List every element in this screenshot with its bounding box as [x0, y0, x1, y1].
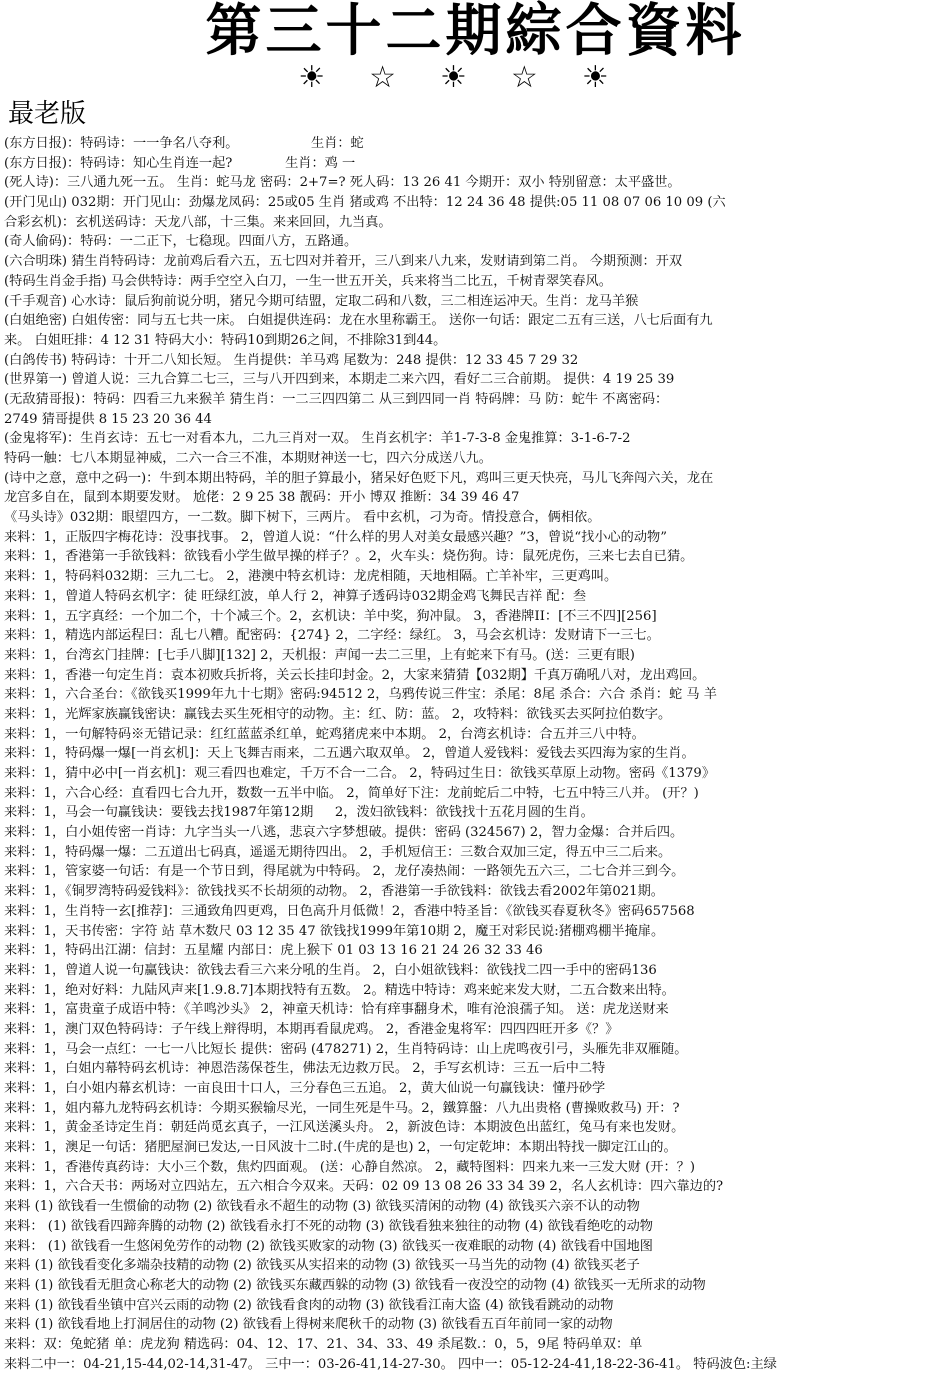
text-line: (死人诗)：三八通九死一五。 生肖：蛇马龙 密码：2+7=? 死人码：13 26 41 今期开：双小 特别留意：太平盛世。: [4, 175, 681, 191]
text-line: 来料：1，天书传密：字符 站 草木数尺 03 12 35 47 欲钱找1999年第10期 2，魔王对彩民说:猪棚鸡棚半掩扉。: [4, 923, 665, 939]
text-line: 来料：1，白姐内幕特码玄机诗：神恩浩荡保苍生，佛法无边救万民。 2，手写玄机诗：三五一后中二特: [4, 1061, 606, 1077]
text-line: 来料：1，绝对好料：九陆风声来[1.9.8.7]本期找特有五数。 2。精选中特诗：鸡来蛇来发大财，二五合数来出特。: [4, 982, 675, 998]
text-line: 合彩玄机)：玄机送码诗：天龙八部，十三集。来来回回，九当真。: [4, 214, 392, 230]
text-line: 来料 (1) 欲钱看无胆贪心称老大的动物 (2) 欲钱买东藏西躲的动物 (3) 欲钱看一夜没空的动物 (4) 欲钱买一无所求的动物: [4, 1277, 706, 1293]
text-line: 来料：1，特码料032期：三九二七。 2，港澳中特玄机诗：龙虎相随，天地相隔。亡羊补牢，三更鸡叫。: [4, 569, 618, 585]
text-line: (白姐绝密) 白姐传密：同与五七共一床。 白姐提供连码：龙在水里称霸王。 送你一句话：跟定二五有三送，八七后面有九: [4, 313, 713, 329]
text-line: 来料：1，一句解特码※无错记录：红红蓝蓝杀红单，蛇鸡猪虎来中本期。 2，台湾玄机诗：合五并三八中特。: [4, 726, 645, 742]
edition-label: 最老版: [8, 99, 87, 129]
text-line: 来料：1，澳足一句话：猪肥屋涧已发达,一日风波十二时.(牛虎的是也) 2，一句定乾坤：本期出特找一脚定江山的。: [4, 1140, 677, 1156]
text-line: 龙宫多自在，鼠到本期要发财。 尬佬：2 9 25 38 靓码：开小 博双 推断：34 39 46 47: [4, 490, 520, 506]
document-body: [4, 134, 947, 1389]
text-line: 来料：1，六合天书：两场对立四站左，五六相合今双来。天码：02 09 13 08 26 33 34 39 2，名人玄机诗：四六靠边的?: [4, 1179, 724, 1195]
text-line: (世界第一) 曾道人说：三九合算二七三，三与八开四到来，本期走二来六四，看好二三合前期。 提供：4 19 25 39: [4, 372, 675, 388]
text-line: (千手观音) 心水诗：鼠后狗前说分明，猪兄今期可结盟，定取二码和八数，三二相连运冲天。生肖：龙马羊猴: [4, 293, 639, 309]
text-line: 来料：1，精选内部运程曰：乱七八糟。配密码：{274} 2，二字经：绿红。 3，马会玄机诗：发财请下一三七。: [4, 628, 660, 644]
text-line: (白鸽传书) 特码诗：十开二八知长短。 生肖提供：羊马鸡 尾数为：248 提供：12 33 45 7 29 32: [4, 352, 579, 368]
text-line: 来料：1，曾道人特码玄机字：徒 旺绿红波，单人行 2，神算子透码诗032期金鸡飞舞民吉祥 配：叁: [4, 588, 587, 604]
text-line: 来料：1，黄金圣诗定生肖：朝廷尚觅玄真子，一江风送溪头舟。 2，新波色诗：本期波色出蓝红，兔马有来也发财。: [4, 1120, 685, 1136]
text-line: 来料：1，姐内幕九龙特码玄机诗：今期买猴输尽光，一同生死是牛马。2，鐵算盤：八九出贵格 (曹操败救马) 开：?: [4, 1100, 680, 1116]
text-line: 来料：1，生肖特一玄[推荐]：三通致角四更鸡，日色高升月低微！2，香港中特圣旨：《欲钱买春夏秋冬》密码657568: [4, 903, 695, 919]
text-line: 来。 白姐旺排：4 12 31 特码大小：特码10到期26之间，不排除31到44。: [4, 332, 447, 348]
text-line: (无敌猜哥报)：特码：四看三九来猴羊 猜生肖：一二三四四第二 从三到四同一肖 特码牌：马 防：蛇牛 不离密码：: [4, 391, 669, 407]
text-line: 来料：1，白小姐内幕玄机诗：一亩良田十口人，三分春色三五追。 2，黄大仙说一句赢钱诀：懂丹砂学: [4, 1081, 606, 1096]
text-line: 来料：1，澳门双色特码诗：子午线上辩得明，本期再看鼠虎鸡。 2，香港金鬼将军：四四四旺开多《？》: [4, 1021, 619, 1037]
text-line: 来料：1，白小姐传密一肖诗：九字当头一八逃，悲哀六字梦想破。提供：密码 (324567) 2，智力金爆：合并后四。: [4, 825, 684, 841]
text-line: (金鬼将军)：生肖玄诗：五七一对看本九，二九三肖对一双。 生肖玄机字：羊1-7-3-8 金鬼推算：3-1-6-7-2: [4, 431, 631, 447]
text-line: (东方日报)：特码诗：一一争名八夺利。 生肖：蛇: [4, 136, 364, 151]
text-line: (诗中之意，意中之码一)：牛到本期出特码，羊的胆子算最小，猪呆好色贬下凡，鸡叫三更天快亮，马儿飞奔闯六关，龙在: [4, 470, 714, 486]
text-line: 特码一触：七八本期显神威，二六一合三不准，本期财神送一七，四六分成送八九。: [4, 451, 492, 466]
text-line: 来料 (1) 欲钱看变化多端杂技精的动物 (2) 欲钱买从实招来的动物 (3) 欲钱买一马当先的动物 (4) 欲钱买老子: [4, 1258, 640, 1274]
text-line: 来料： (1) 欲钱看四蹄奔腾的动物 (2) 欲钱看永打不死的动物 (3) 欲钱看独来独往的动物 (4) 欲钱看绝吃的动物: [4, 1218, 653, 1234]
text-line: 来料：1，马会一点红：一七一八比短长 提供：密码 (478271) 2，生肖特码诗：山上虎鸣夜引弓，头雁先非双雁随。: [4, 1041, 688, 1057]
text-line: 来料：1，香港传真药诗：大小三个数，焦灼四面观。 (送：心静自然凉。 2，藏特图料：四来九来一三发大财 (开：？): [4, 1159, 695, 1175]
text-line: 来料：1，五字真经：一个加二个，十个减三个。2，玄机诀：羊中奖，狗冲鼠。 3，香港牌II：[不三不四][256]: [4, 608, 657, 624]
text-line: 来料：1，特码爆一爆[一肖玄机]：天上飞舞吉雨来，二五遇六取双单。 2，曾道人爱钱料：爱钱去买四海为家的生肖。: [4, 746, 695, 762]
text-line: (特码生肖金手指) 马会供特诗：两手空空入白刀，一生一世五开关，兵来将当二比五，千树青翠笑春风。: [4, 273, 612, 289]
text-line: (六合明珠) 猜生肖特码诗：龙前鸡后看六五，五七四对并着开，三八到来八九来，发财请到第二肖。 今期预测：开双: [4, 254, 683, 270]
text-line: 来料：1，正版四字梅花诗：没事找事。 2，曾道人说：“什么样的男人对美女最感兴趣？”3，曾说“找小心的动物”: [4, 529, 667, 545]
text-line: 来料：1，富贵童子成语中特：《羊鸣沙头》 2，神童天机诗：恰有痒事翻身术，唯有沧浪孺子知。 送：虎龙送财来: [4, 1002, 669, 1018]
text-line: 来料：双：兔蛇猪 单：虎龙狗 精选码：04、12、17、21、34、33、49 杀尾数.：0，5，9尾 特码单双：单: [4, 1336, 643, 1352]
text-line: 来料：1，香港一句定生肖：袁本初败兵折将，关云长挂印封金。2，大家来猜猜【032期】千真万确吼八对，龙出鸡回。: [4, 667, 706, 683]
text-line: 来料：1，特码出江湖：信封：五星耀 内部日：虎上猴下 01 03 13 16 21 24 26 32 33 46: [4, 943, 543, 959]
text-line: 来料：1，管家婆一句话：有是一个节日到，得尾就为中特码。 2，龙仔凑热闹：一路领先五六三，二七合并三到今。: [4, 864, 685, 880]
text-line: 《马头诗》032期：眼望四方，一二数。脚下树下，三两片。 看中玄机，刁为奇。情投意合，俩相依。: [4, 510, 601, 526]
text-line: 来料：1，台湾玄门挂牌：[七手八脚][132] 2，天机报：声闻一去二三里，上有蛇来下有马。(送：三更有眼): [4, 647, 635, 663]
text-line: 来料：1，《铜罗湾特码爱钱料》：欲钱找买不长胡须的动物。 2，香港第一手欲钱料：欲钱去看2002年第021期。: [4, 884, 664, 900]
text-line: 来料：1，特码爆一爆：二五道出七码真，遥遥无期待四出。 2，手机短信王：三数合双加三定，得五中三二后来。: [4, 844, 672, 860]
text-line: 来料 (1) 欲钱看地上打洞居住的动物 (2) 欲钱看上得树来爬秋千的动物 (3) 欲钱看五百年前同一家的动物: [4, 1317, 613, 1333]
text-line: 来料 (1) 欲钱看坐镇中宫兴云雨的动物 (2) 欲钱看食肉的动物 (3) 欲钱看江南大盗 (4) 欲钱看跳动的动物: [4, 1297, 614, 1313]
text-line: (开门见山) 032期：开门见山：劲爆龙凤码：25或05 生肖 猪或鸡 不出特：12 24 36 48 提供:05 11 08 07 06 10 09 (六: [4, 195, 726, 211]
text-line: 来料：1，猜中必中[一肖玄机]：观三看四也难定，千万不合一二合。 2，特码过生日：欲钱买草原上动物。密码《1379》: [4, 766, 716, 781]
text-line: 来料： (1) 欲钱看一生悠闲免劳作的动物 (2) 欲钱买败家的动物 (3) 欲钱买一夜难眠的动物 (4) 欲钱看中国地图: [4, 1238, 653, 1254]
text-line: 2749 猜哥提供 8 15 23 20 36 44: [4, 411, 212, 427]
text-line: (东方日报)：特码诗：知心生肖连一起? 生肖：鸡 一: [4, 155, 356, 171]
text-line: 来料二中一：04-21,15-44,02-14,31-47。 三中一：03-26-41,14-27-30。 四中一：05-12-24-41,18-22-36-41。 特码波色:主绿: [4, 1356, 777, 1372]
text-line: 来料 (1) 欲钱看一生惯偷的动物 (2) 欲钱看永不超生的动物 (3) 欲钱买清闲的动物 (4) 欲钱买六亲不认的动物: [4, 1199, 640, 1215]
title-decoration: ☀☆☀☆☀: [298, 60, 653, 95]
text-line: 来料：1，曾道人说一句赢钱诀：欲钱去看三六来分吼的生肖。 2，白小姐欲钱料：欲钱找二四一手中的密码136: [4, 962, 657, 978]
page-title: 第三十二期綜合資料: [205, 0, 746, 64]
text-line: 来料：1，光辉家族赢钱密诀：赢钱去买生死相守的动物。主：红、防：蓝。 2，攻特料：欲钱买去买阿拉伯数字。: [4, 706, 672, 722]
text-line: 来料：1，马会一句赢钱诀：要钱去找1987年第12期 2，泼妇欲钱料：欲钱找十五花月圆的生肖。: [4, 805, 594, 821]
text-line: 来料：1，六合心经：直看四七合九开，数数一五半中临。 2，简单好下注：龙前蛇后二中特，七五中特三八并。 (开？): [4, 785, 699, 801]
text-line: (奇人偷码)：特码：一二正下，七稳现。四面八方，五路通。: [4, 234, 358, 250]
text-line: 来料：1，香港第一手欲钱料：欲钱看小学生做早操的样子？。2，火车头：烧伤狗。诗：鼠死虎伤，三来七去自已猜。: [4, 549, 694, 565]
text-line: 来料：1，六合圣台：《欲钱买1999年九十七期》密码:94512 2，乌鸦传说三件宝：杀尾：8尾 杀合：六合 杀肖：蛇 马 羊: [4, 687, 717, 703]
